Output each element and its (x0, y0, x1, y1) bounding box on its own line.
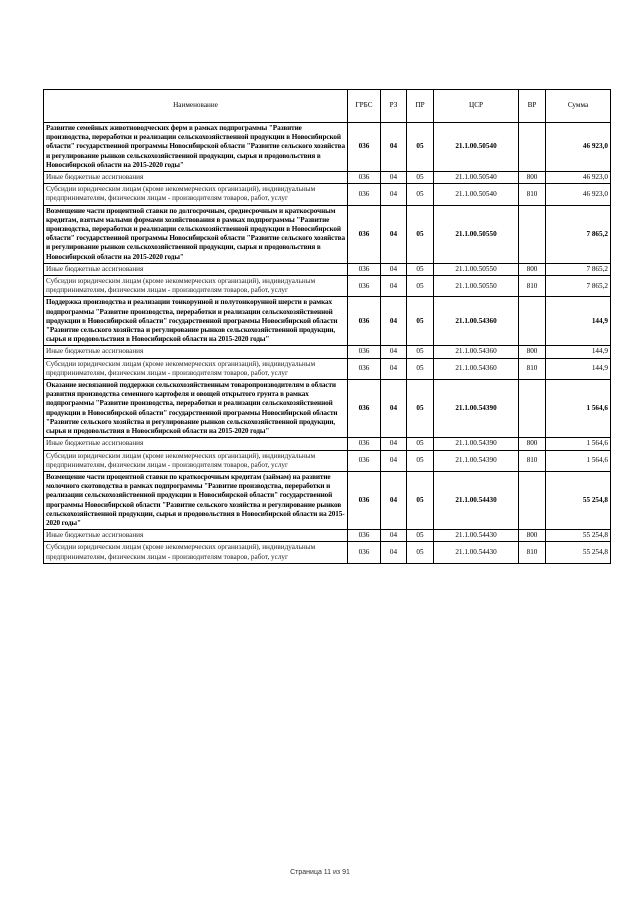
cell-rz: 04 (381, 380, 407, 438)
table-row (44, 358, 611, 379)
cell-rz: 04 (381, 471, 407, 529)
cell-vr: 810 (519, 542, 546, 563)
cell-vr: 810 (519, 358, 546, 379)
cell-grbs: 036 (348, 380, 381, 438)
cell-sum: 144,9 (546, 297, 611, 346)
table-row (44, 542, 611, 563)
cell-vr: 800 (519, 172, 546, 184)
table-body (44, 123, 611, 564)
cell-vr: 800 (519, 346, 546, 358)
cell-vr (519, 205, 546, 263)
table-row (44, 297, 611, 346)
cell-csr: 21.1.00.50540 (434, 184, 519, 205)
cell-grbs: 036 (348, 450, 381, 471)
cell-name: Иные бюджетные ассигнования (44, 263, 348, 275)
cell-sum: 55 254,8 (546, 530, 611, 542)
cell-name: Поддержка производства и реализации тонкорунной и полутонкорунной шерсти в рамках подпрограммы "Развитие производства, переработки и реализации сельскохозяйственной продукции в Новосибирской области" государственной программы Новосибирской области "Развитие сельского хозяйства и регулирование рынков сельскохозяйственной продукции, сырья и продовольствия в Новосибирской области на 2015-2020 годы" (44, 297, 348, 346)
cell-pr: 05 (407, 542, 434, 563)
cell-name: Возмещение части процентной ставки по краткосрочным кредитам (займам) на развитие молочного скотоводства в рамках подпрограммы "Развитие производства, переработки и реализации сельскохозяйственной продукции в Новосибирской области" государственной программы Новосибирской области "Развитие сельского хозяйства и регулирование рынков сельскохозяйственной продукции, сырья и продовольствия в Новосибирской области на 2015-2020 годы" (44, 471, 348, 529)
cell-grbs: 036 (348, 263, 381, 275)
table-row (44, 205, 611, 263)
cell-pr: 05 (407, 123, 434, 172)
table-header-row (44, 90, 611, 123)
cell-sum: 46 923,0 (546, 172, 611, 184)
cell-vr (519, 297, 546, 346)
table-row (44, 123, 611, 172)
cell-sum: 144,9 (546, 358, 611, 379)
cell-name: Субсидии юридическим лицам (кроме некоммерческих организаций), индивидуальным предпринимателям, физическим лицам - производителям товаров, работ, услуг (44, 542, 348, 563)
cell-pr: 05 (407, 172, 434, 184)
table-row (44, 438, 611, 450)
table-row (44, 471, 611, 529)
cell-csr: 21.1.00.54430 (434, 471, 519, 529)
cell-csr: 21.1.00.54390 (434, 450, 519, 471)
table-row (44, 263, 611, 275)
cell-pr: 05 (407, 346, 434, 358)
cell-pr: 05 (407, 438, 434, 450)
cell-vr: 800 (519, 438, 546, 450)
cell-rz: 04 (381, 276, 407, 297)
cell-csr: 21.1.00.50550 (434, 263, 519, 275)
cell-rz: 04 (381, 297, 407, 346)
cell-sum: 7 865,2 (546, 205, 611, 263)
cell-name: Субсидии юридическим лицам (кроме некоммерческих организаций), индивидуальным предпринимателям, физическим лицам - производителям товаров, работ, услуг (44, 450, 348, 471)
cell-rz: 04 (381, 184, 407, 205)
cell-grbs: 036 (348, 542, 381, 563)
cell-grbs: 036 (348, 471, 381, 529)
table-row (44, 172, 611, 184)
cell-pr: 05 (407, 297, 434, 346)
cell-vr: 800 (519, 530, 546, 542)
cell-pr: 05 (407, 530, 434, 542)
page-number: Страница 11 из 91 (290, 869, 350, 876)
cell-vr (519, 123, 546, 172)
cell-grbs: 036 (348, 123, 381, 172)
table-row (44, 184, 611, 205)
cell-pr: 05 (407, 276, 434, 297)
cell-csr: 21.1.00.50550 (434, 205, 519, 263)
cell-grbs: 036 (348, 530, 381, 542)
header-sum: Сумма (546, 90, 611, 123)
budget-table (43, 89, 611, 564)
cell-pr: 05 (407, 380, 434, 438)
cell-vr: 810 (519, 450, 546, 471)
cell-csr: 21.1.00.54430 (434, 530, 519, 542)
cell-csr: 21.1.00.54360 (434, 346, 519, 358)
cell-name: Иные бюджетные ассигнования (44, 346, 348, 358)
header-name: Наименование (44, 90, 348, 123)
cell-grbs: 036 (348, 346, 381, 358)
cell-pr: 05 (407, 184, 434, 205)
cell-sum: 1 564,6 (546, 450, 611, 471)
cell-grbs: 036 (348, 184, 381, 205)
cell-rz: 04 (381, 263, 407, 275)
cell-name: Субсидии юридическим лицам (кроме некоммерческих организаций), индивидуальным предпринимателям, физическим лицам - производителям товаров, работ, услуг (44, 184, 348, 205)
cell-csr: 21.1.00.54390 (434, 438, 519, 450)
cell-rz: 04 (381, 358, 407, 379)
cell-grbs: 036 (348, 297, 381, 346)
cell-name: Оказание несвязанной поддержки сельскохозяйственным товаропроизводителям в области развития производства семенного картофеля и овощей открытого грунта в рамках подпрограммы "Развитие производства, переработки и реализации сельскохозяйственной продукции в Новосибирской области" государственной программы Новосибирской области "Развитие сельского хозяйства и регулирование рынков сельскохозяйственной продукции, сырья и продовольствия в Новосибирской области на 2015-2020 годы" (44, 380, 348, 438)
cell-sum: 1 564,6 (546, 438, 611, 450)
cell-rz: 04 (381, 530, 407, 542)
cell-grbs: 036 (348, 358, 381, 379)
cell-sum: 46 923,0 (546, 184, 611, 205)
cell-name: Иные бюджетные ассигнования (44, 530, 348, 542)
cell-rz: 04 (381, 123, 407, 172)
cell-pr: 05 (407, 358, 434, 379)
cell-name: Возмещение части процентной ставки по долгосрочным, среднесрочным и краткосрочным кредитам, взятым малыми формами хозяйствования в рамках подпрограммы "Развитие производства, переработки и реализации сельскохозяйственной продукции в Новосибирской области" государственной программы Новосибирской области "Развитие сельского хозяйства и регулирование рынков сельскохозяйственной продукции, сырья и продовольствия в Новосибирской области на 2015-2020 годы" (44, 205, 348, 263)
table-row (44, 346, 611, 358)
cell-rz: 04 (381, 542, 407, 563)
header-vr: ВР (519, 90, 546, 123)
cell-csr: 21.1.00.50540 (434, 123, 519, 172)
cell-pr: 05 (407, 263, 434, 275)
cell-pr: 05 (407, 205, 434, 263)
cell-vr (519, 380, 546, 438)
cell-vr (519, 471, 546, 529)
cell-rz: 04 (381, 438, 407, 450)
cell-rz: 04 (381, 450, 407, 471)
cell-rz: 04 (381, 205, 407, 263)
cell-grbs: 036 (348, 205, 381, 263)
cell-name: Субсидии юридическим лицам (кроме некоммерческих организаций), индивидуальным предпринимателям, физическим лицам - производителям товаров, работ, услуг (44, 276, 348, 297)
cell-name: Развитие семейных животноводческих ферм в рамках подпрограммы "Развитие производства, переработки и реализации сельскохозяйственной продукции в Новосибирской области" государственной программы Новосибирской области "Развитие сельского хозяйства и регулирование рынков сельскохозяйственной продукции, сырья и продовольствия в Новосибирской области на 2015-2020 годы" (44, 123, 348, 172)
cell-csr: 21.1.00.54430 (434, 542, 519, 563)
cell-vr: 800 (519, 263, 546, 275)
cell-rz: 04 (381, 172, 407, 184)
cell-name: Иные бюджетные ассигнования (44, 438, 348, 450)
header-csr: ЦСР (434, 90, 519, 123)
cell-rz: 04 (381, 346, 407, 358)
cell-sum: 1 564,6 (546, 380, 611, 438)
cell-vr: 810 (519, 276, 546, 297)
cell-sum: 7 865,2 (546, 263, 611, 275)
header-grbs: ГРБС (348, 90, 381, 123)
cell-csr: 21.1.00.54360 (434, 358, 519, 379)
cell-vr: 810 (519, 184, 546, 205)
cell-grbs: 036 (348, 276, 381, 297)
cell-grbs: 036 (348, 438, 381, 450)
cell-grbs: 036 (348, 172, 381, 184)
table-row (44, 276, 611, 297)
cell-name: Иные бюджетные ассигнования (44, 172, 348, 184)
cell-csr: 21.1.00.54390 (434, 380, 519, 438)
cell-sum: 55 254,8 (546, 471, 611, 529)
cell-csr: 21.1.00.50540 (434, 172, 519, 184)
cell-sum: 55 254,8 (546, 542, 611, 563)
cell-csr: 21.1.00.54360 (434, 297, 519, 346)
table-row (44, 380, 611, 438)
cell-sum: 144,9 (546, 346, 611, 358)
table-row (44, 450, 611, 471)
header-rz: РЗ (381, 90, 407, 123)
cell-sum: 46 923,0 (546, 123, 611, 172)
header-pr: ПР (407, 90, 434, 123)
table-row (44, 530, 611, 542)
cell-csr: 21.1.00.50550 (434, 276, 519, 297)
cell-pr: 05 (407, 471, 434, 529)
cell-pr: 05 (407, 450, 434, 471)
cell-sum: 7 865,2 (546, 276, 611, 297)
cell-name: Субсидии юридическим лицам (кроме некоммерческих организаций), индивидуальным предпринимателям, физическим лицам - производителям товаров, работ, услуг (44, 358, 348, 379)
